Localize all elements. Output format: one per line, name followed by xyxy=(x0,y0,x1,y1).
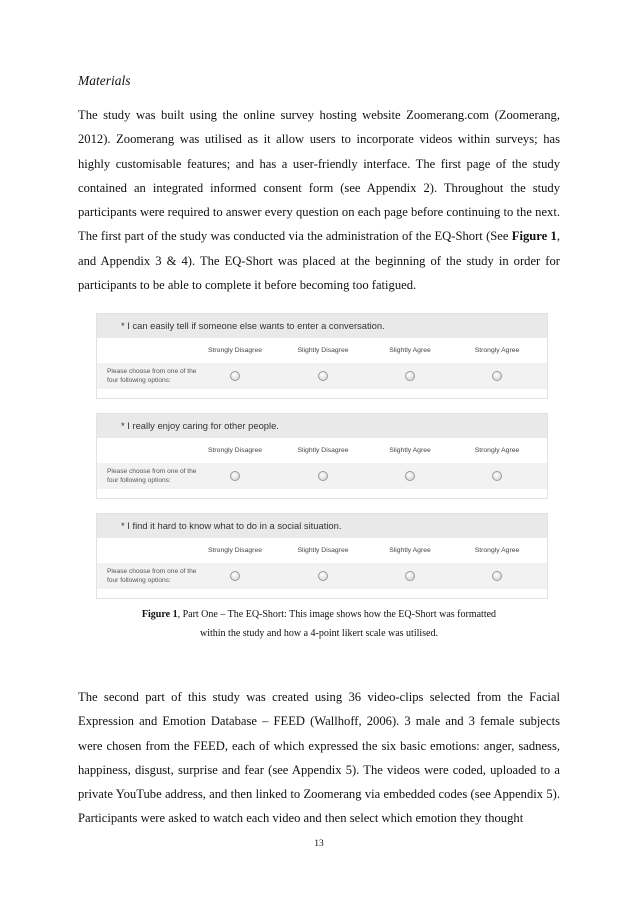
option-label-strongly-disagree: Strongly Disagree xyxy=(207,447,263,454)
radio-strongly-disagree[interactable] xyxy=(230,371,240,381)
question-1-answer-row xyxy=(97,363,547,389)
option-label-slightly-disagree: Slightly Disagree xyxy=(297,447,349,454)
radio-slightly-agree[interactable] xyxy=(405,571,415,581)
option-label-slightly-agree: Slightly Agree xyxy=(389,347,431,354)
option-label-slightly-disagree: Slightly Disagree xyxy=(297,547,349,554)
figure-caption xyxy=(130,605,508,643)
question-1-options xyxy=(97,338,547,398)
option-label-strongly-agree: Strongly Agree xyxy=(474,547,520,554)
figure-reference: Figure 1 xyxy=(511,229,557,244)
option-label-slightly-agree: Slightly Agree xyxy=(389,547,431,554)
question-3-title: * I find it hard to know what to do in a social situation. xyxy=(97,514,547,538)
radio-slightly-disagree[interactable] xyxy=(318,471,328,481)
survey-question-2 xyxy=(96,413,548,499)
survey-question-1 xyxy=(96,313,548,399)
radio-strongly-agree[interactable] xyxy=(492,371,502,381)
radio-strongly-disagree[interactable] xyxy=(230,471,240,481)
page-number: 13 xyxy=(314,839,324,849)
radio-slightly-disagree[interactable] xyxy=(318,571,328,581)
paragraph-materials xyxy=(78,103,560,297)
option-label-slightly-agree: Slightly Agree xyxy=(389,447,431,454)
radio-slightly-agree[interactable] xyxy=(405,471,415,481)
option-label-strongly-agree: Strongly Agree xyxy=(474,347,520,354)
paragraph-materials-end: , and Appendix 3 & 4). The EQ-Short was placed at the beginning of the study in order for participants to be able to complete it before becoming too fatigued. xyxy=(78,229,561,293)
question-1-title: * I can easily tell if someone else wants to enter a conversation. xyxy=(97,314,547,338)
radio-strongly-agree[interactable] xyxy=(492,571,502,581)
survey-question-3 xyxy=(96,513,548,599)
paragraph-second-part: The second part of this study was created using 36 video-clips selected from the Facial Expression and Emotion Database – FEED (Wallhoff, 2006). 3 male and 3 female subjects were chosen from the FEED, each of which expressed the six basic emotions: anger, sadness, happiness, disgust, surprise and fear (see Appendix 5). The videos were coded, uploaded to a private YouTube address, and then linked to Zoomerang via embedded codes (see Appendix 5). Participants were asked to watch each video and then select which emotion they thought xyxy=(78,690,560,826)
radio-strongly-agree[interactable] xyxy=(492,471,502,481)
question-2-answer-row xyxy=(97,463,547,489)
question-2-options xyxy=(97,438,547,498)
option-label-strongly-disagree: Strongly Disagree xyxy=(207,547,263,554)
question-3-options xyxy=(97,538,547,598)
row-label: Please choose from one of the four following options: xyxy=(107,568,197,584)
radio-strongly-disagree[interactable] xyxy=(230,571,240,581)
question-2-title: * I really enjoy caring for other people. xyxy=(97,414,547,438)
radio-slightly-agree[interactable] xyxy=(405,371,415,381)
section-heading: Materials xyxy=(78,73,131,88)
radio-slightly-disagree[interactable] xyxy=(318,371,328,381)
option-label-slightly-disagree: Slightly Disagree xyxy=(297,347,349,354)
row-label: Please choose from one of the four following options: xyxy=(107,368,197,384)
caption-label: Figure 1 xyxy=(141,609,178,620)
caption-text: , Part One – The EQ-Short: This image shows how the EQ-Short was formatted within the study and how a 4-point likert scale was utilised. xyxy=(177,609,497,639)
paragraph-materials-text: The study was built using the online survey hosting website Zoomerang.com (Zoomerang, 2012). Zoomerang was utilised as it allow users to incorporate videos within surveys; has highly customisable features; and has a user-friendly interface. The first page of the study contained an integrated informed consent form (see Appendix 2). Throughout the study participants were required to answer every question on each page before continuing to the next. The first part of the study was conducted via the administration of the EQ-Short (See xyxy=(78,108,560,244)
option-label-strongly-agree: Strongly Agree xyxy=(474,447,520,454)
option-label-strongly-disagree: Strongly Disagree xyxy=(207,347,263,354)
row-label: Please choose from one of the four following options: xyxy=(107,468,197,484)
question-3-answer-row xyxy=(97,563,547,589)
